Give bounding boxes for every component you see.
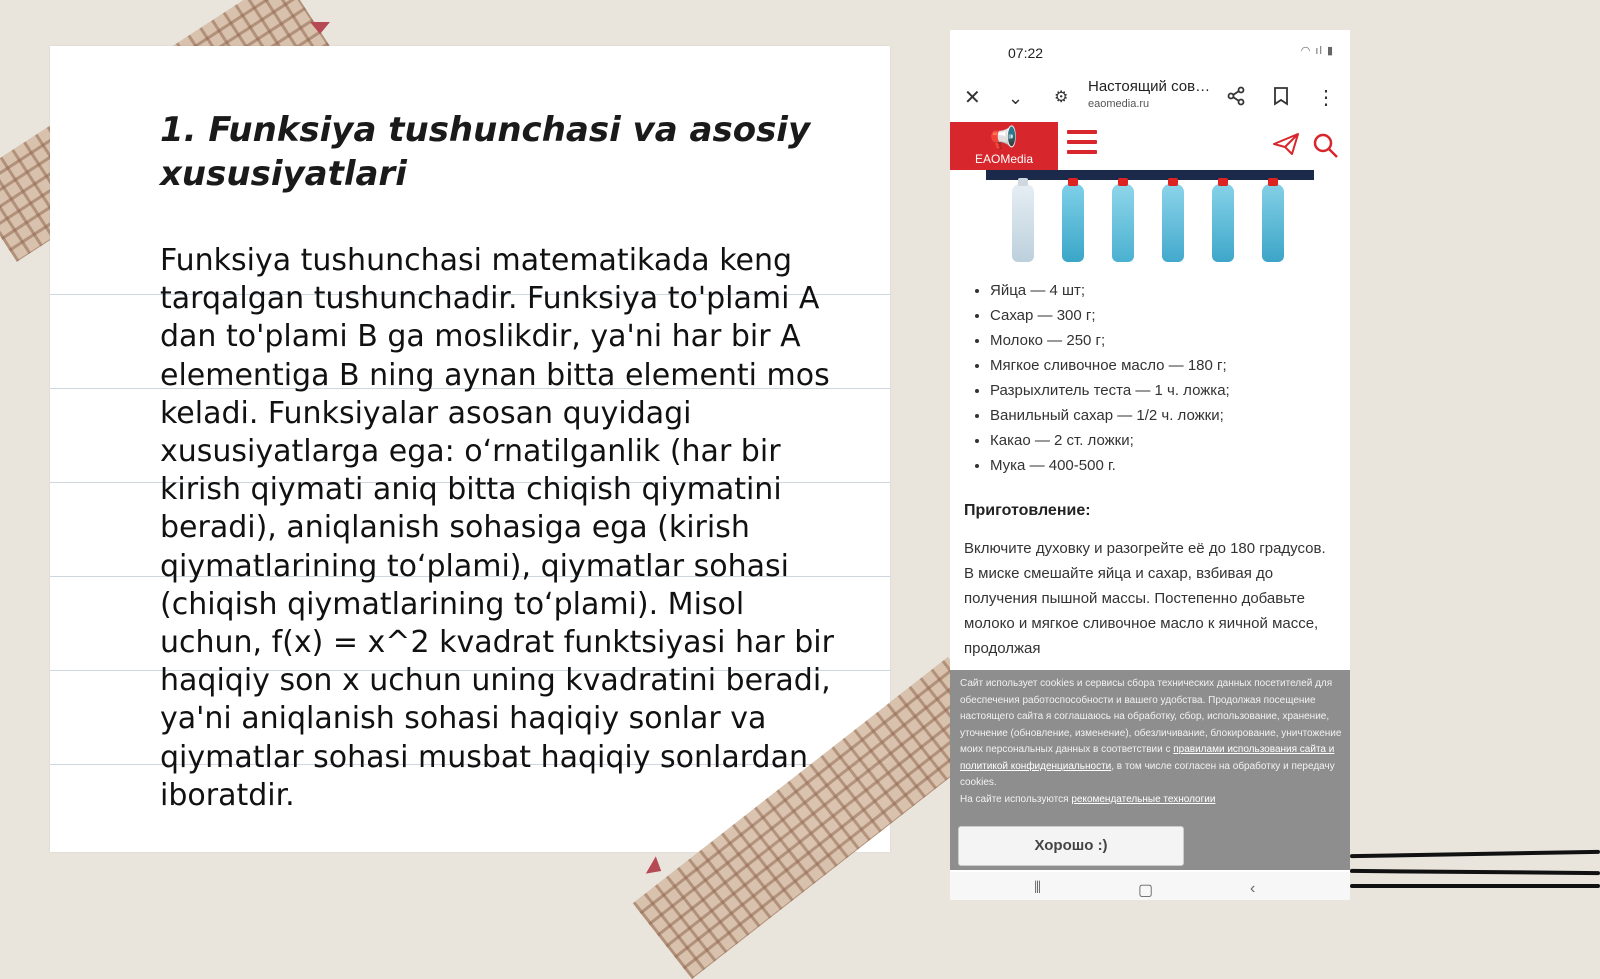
status-bar bbox=[950, 30, 1350, 74]
recents-icon[interactable]: ⦀ bbox=[1034, 880, 1042, 897]
list-item: • Мука — 400-500 г. bbox=[990, 453, 1350, 478]
cookie-text-part: На сайте используются bbox=[960, 793, 1072, 805]
note-paper bbox=[50, 46, 890, 852]
list-item: • Разрыхлитель теста — 1 ч. ложка; bbox=[990, 378, 1350, 403]
back-icon[interactable]: ‹ bbox=[1250, 880, 1256, 897]
pin-icon bbox=[646, 856, 666, 879]
privacy-policy-link[interactable]: правилами использования сайта и политикой конфиденциальности bbox=[960, 744, 1335, 772]
android-nav-bar bbox=[950, 872, 1350, 900]
list-item: • Молоко — 250 г; bbox=[990, 328, 1350, 353]
more-vert-icon[interactable]: ⋮ bbox=[1316, 87, 1336, 109]
menu-icon[interactable] bbox=[1067, 130, 1097, 160]
telegram-icon[interactable] bbox=[1272, 132, 1300, 163]
list-item: • Мягкое сливочное масло — 180 г; bbox=[990, 353, 1350, 378]
phone-screenshot bbox=[950, 30, 1350, 900]
bookmark-icon[interactable] bbox=[1272, 86, 1290, 112]
site-settings-icon[interactable]: ⚙ bbox=[1054, 89, 1069, 106]
logo-text: EAOMedia bbox=[974, 152, 1034, 166]
prep-heading: Приготовление: bbox=[964, 502, 1091, 519]
megaphone-icon: 📢 bbox=[990, 125, 1018, 150]
share-icon[interactable] bbox=[1226, 86, 1246, 112]
chevron-down-icon[interactable]: ⌄ bbox=[1008, 88, 1024, 108]
page-url: eaomedia.ru bbox=[1088, 98, 1150, 110]
slide-title: 1. Funksiya tushunchasi va asosiy xususiyatlari bbox=[160, 110, 811, 194]
search-icon[interactable] bbox=[1312, 132, 1340, 167]
list-item: • Сахар — 300 г; bbox=[990, 303, 1350, 328]
cookie-text-part: Сайт использует cookies и сервисы сбора технических данных посетителей для обеспечения работоспособности и вашего удобства. Продолжая посещение настоящего сайта я соглашаюсь на обработку, сбор, использование, хранение, уточнение (обновление, изменение), обезличивание, блокирование, уничтожение моих персональных данных в соответствии с bbox=[960, 678, 1342, 755]
cookie-accept-button[interactable]: Хорошо :) bbox=[958, 826, 1184, 866]
prep-text: Включите духовку и разогрейте её до 180 градусов. В миске смешайте яйца и сахар, взбивая до получения пышной массы. Постепенно добавьте молоко и мягкое сливочное масло к яичной массе, продолжая bbox=[964, 540, 1326, 657]
site-header bbox=[950, 122, 1350, 170]
site-logo[interactable] bbox=[950, 122, 1058, 170]
list-item: • Яйца — 4 шт; bbox=[990, 278, 1350, 303]
cookie-text-part: , в том числе согласен на обработку и передачу cookies. bbox=[960, 760, 1335, 788]
decorative-scribble bbox=[1350, 884, 1600, 888]
home-icon[interactable]: ▢ bbox=[1138, 882, 1154, 899]
status-time: 07:22 bbox=[1008, 45, 1044, 61]
list-item: • Какао — 2 ст. ложки; bbox=[990, 428, 1350, 453]
close-icon[interactable]: ✕ bbox=[964, 87, 981, 109]
product-image-bottles bbox=[986, 170, 1314, 270]
signal-battery-icons: ◠ ıl ▮ bbox=[1300, 45, 1334, 57]
decorative-scribble bbox=[1350, 850, 1600, 858]
slide-body-text: Funksiya tushunchasi matematikada keng tarqalgan tushunchadir. Funksiya to'plami A dan to'plami B ga moslikdir, ya'ni har bir A elementiga B ning aynan bitta elementi mos keladi. Funksiyalar asosan quyidagi xususiyatlarga ega: o‘rnatilganlik (har bir kirish qiymati aniq bitta chiqish qiymatini beradi), aniqlanish sohasiga ega (kirish qiymatlarining to‘plami), qiymatlar sohasi (chiqish qiymatlarining to‘plami). Misol uchun, f(x) = x^2 kvadrat funktsiyasi har bir haqiqiy son x uchun uning kvadratini beradi, ya'ni aniqlanish sohasi haqiqiy sonlar va qiymatlar sohasi musbat haqiqiy sonlardan iboratdir. bbox=[160, 243, 834, 813]
cookie-banner bbox=[950, 670, 1350, 870]
decorative-scribble bbox=[1350, 869, 1600, 875]
cookie-text bbox=[960, 676, 1344, 808]
list-item: • Ванильный сахар — 1/2 ч. ложки; bbox=[990, 403, 1350, 428]
recommendation-tech-link[interactable]: рекомендательные технологии bbox=[1071, 793, 1216, 805]
pin-icon bbox=[310, 22, 330, 34]
page-title: Настоящий сов… bbox=[1088, 78, 1211, 95]
ingredients-list bbox=[968, 278, 1350, 478]
browser-toolbar bbox=[950, 74, 1350, 122]
